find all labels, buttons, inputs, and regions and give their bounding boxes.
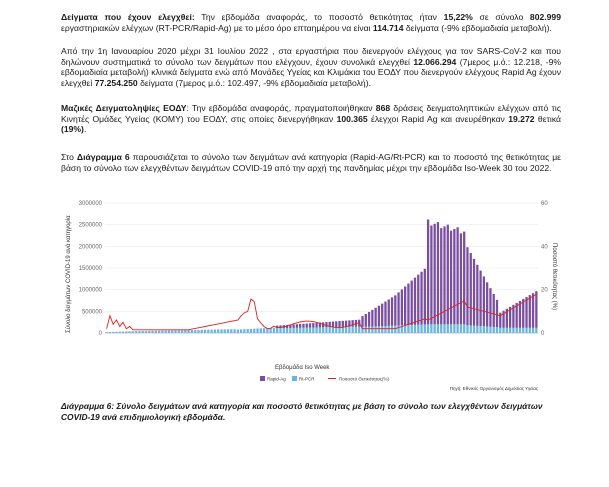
bar-rtpcr bbox=[155, 331, 157, 333]
p2-t1: Από την 1η Ιανουαρίου 2020 μέχρι 31 Ιουλίου 2022 , στα εργαστήρια που διενεργούν ελέγχους για τον SARS-CoV-2 και που δηλώνουν συστηματικά το σύνολο των δειγμάτων που ελέγχουν, έχουν συνολικά ελεγχθεί bbox=[61, 46, 561, 67]
x-axis-label: Εβδομάδα Iso Week bbox=[275, 365, 330, 371]
bar-rtpcr bbox=[178, 330, 180, 333]
bar-rtpcr bbox=[499, 328, 501, 333]
bar-rtpcr bbox=[378, 326, 380, 333]
bar-rtpcr bbox=[509, 328, 511, 333]
bar-rtpcr bbox=[473, 326, 475, 333]
bar-rapid-ag bbox=[529, 295, 531, 328]
bar-rtpcr bbox=[227, 329, 229, 333]
p1-b2: 15,22% bbox=[443, 12, 473, 22]
bar-rtpcr bbox=[181, 330, 183, 333]
bar-rapid-ag bbox=[417, 275, 419, 325]
y-axis bbox=[79, 201, 103, 337]
paragraph-cumulative-tests bbox=[61, 46, 561, 88]
y-tick-label: 0 bbox=[98, 331, 102, 337]
chart-bars bbox=[105, 219, 537, 333]
bar-rapid-ag bbox=[489, 288, 491, 327]
bar-rtpcr bbox=[322, 327, 324, 333]
bar-rapid-ag bbox=[414, 278, 416, 325]
y-tick-label: 500000 bbox=[81, 309, 102, 316]
p4-t2: παρουσιάζεται το σύνολο των δειγμάτων ανά κατηγορία (Rapid-AG/Rt-PCR) και το ποσοστό της θετικότητας με βάση το σύνολο των ελεγχθέντων δειγμάτων COVID-19 από την αρχή της πανδημίας μέχρι την εβδομάδα Iso-Week 30 του 2022. bbox=[61, 152, 561, 173]
bar-rtpcr bbox=[184, 330, 186, 333]
bar-rtpcr bbox=[194, 330, 196, 333]
bar-rtpcr bbox=[135, 331, 137, 333]
bar-rapid-ag bbox=[378, 306, 380, 327]
bar-rapid-ag bbox=[440, 228, 442, 324]
bar-rtpcr bbox=[489, 327, 491, 333]
bar-rapid-ag bbox=[292, 324, 294, 327]
bar-rtpcr bbox=[368, 327, 370, 333]
p3-t1: : Την εβδομάδα αναφοράς, πραγματοποιήθηκαν bbox=[186, 103, 376, 113]
bar-rtpcr bbox=[394, 326, 396, 333]
p3-t4: θετικά bbox=[534, 113, 561, 124]
bar-rapid-ag bbox=[352, 320, 354, 327]
bar-rtpcr bbox=[191, 330, 193, 333]
bar-rapid-ag bbox=[424, 269, 426, 325]
bar-rtpcr bbox=[447, 324, 449, 333]
bar-rapid-ag bbox=[470, 253, 472, 325]
bar-rtpcr bbox=[345, 327, 347, 333]
bar-rtpcr bbox=[519, 328, 521, 333]
bar-rtpcr bbox=[233, 329, 235, 333]
bar-rtpcr bbox=[256, 328, 258, 333]
bar-rtpcr bbox=[476, 326, 478, 333]
y2-tick-label: 40 bbox=[541, 244, 548, 251]
bar-rtpcr bbox=[125, 331, 127, 333]
bar-rapid-ag bbox=[437, 222, 439, 324]
bar-rtpcr bbox=[142, 331, 144, 333]
bar-rtpcr bbox=[496, 327, 498, 333]
bar-rtpcr bbox=[535, 328, 537, 333]
bar-rtpcr bbox=[210, 330, 212, 333]
p4-b1: Διάγραμμα 6 bbox=[76, 152, 130, 162]
bar-rtpcr bbox=[516, 328, 518, 333]
bar-rapid-ag bbox=[391, 297, 393, 325]
bar-rtpcr bbox=[466, 325, 468, 333]
bar-rtpcr bbox=[309, 328, 311, 333]
bar-rapid-ag bbox=[522, 299, 524, 328]
p2-b1: 12.066.294 bbox=[413, 56, 457, 67]
bar-rtpcr bbox=[243, 329, 245, 333]
bar-rtpcr bbox=[463, 324, 465, 333]
bar-rtpcr bbox=[450, 324, 452, 333]
bar-rapid-ag bbox=[397, 292, 399, 325]
bar-rtpcr bbox=[299, 328, 301, 333]
p3-b5: (19%) bbox=[61, 124, 84, 135]
bar-rtpcr bbox=[250, 329, 252, 333]
bar-rapid-ag bbox=[525, 297, 527, 328]
p1-b1: Δείγματα που έχουν ελεγχθεί: bbox=[61, 12, 195, 22]
paragraph-mass-sampling bbox=[61, 103, 561, 135]
bar-rapid-ag bbox=[479, 271, 481, 326]
bar-rtpcr bbox=[470, 325, 472, 333]
bar-rtpcr bbox=[430, 324, 432, 333]
p1-t2: σε σύνολο bbox=[472, 12, 530, 22]
bar-rapid-ag bbox=[394, 295, 396, 325]
bar-rtpcr bbox=[437, 324, 439, 333]
bar-rapid-ag bbox=[401, 289, 403, 325]
bar-rapid-ag bbox=[371, 310, 373, 327]
bar-rtpcr bbox=[289, 328, 291, 333]
y2-tick-label: 60 bbox=[541, 201, 548, 207]
bar-rapid-ag bbox=[430, 226, 432, 325]
bar-rtpcr bbox=[109, 332, 111, 333]
legend-label-pcr: Rt-PCR bbox=[299, 376, 315, 382]
bar-rtpcr bbox=[132, 331, 134, 333]
bar-rtpcr bbox=[348, 327, 350, 333]
bar-rtpcr bbox=[456, 324, 458, 333]
bar-rtpcr bbox=[273, 328, 275, 333]
bar-rapid-ag bbox=[443, 226, 445, 324]
legend-swatch-pcr bbox=[292, 376, 297, 381]
bar-rapid-ag bbox=[532, 293, 534, 328]
bar-rtpcr bbox=[128, 331, 130, 333]
bar-rtpcr bbox=[283, 328, 285, 333]
bar-rtpcr bbox=[217, 329, 219, 333]
paragraph-tests-checked bbox=[61, 12, 561, 33]
bar-rapid-ag bbox=[450, 231, 452, 325]
bar-rtpcr bbox=[342, 327, 344, 333]
legend-label-positivity: Ποσοστό Θετικότητας(%) bbox=[339, 376, 390, 382]
bar-rtpcr bbox=[525, 328, 527, 333]
bar-rtpcr bbox=[171, 330, 173, 333]
bar-rtpcr bbox=[253, 329, 255, 333]
bar-rapid-ag bbox=[427, 219, 429, 324]
bar-rapid-ag bbox=[338, 321, 340, 327]
bar-rtpcr bbox=[424, 324, 426, 333]
y-tick-label: 3000000 bbox=[78, 201, 102, 207]
bar-rtpcr bbox=[260, 328, 262, 333]
p3-t3: έλεγχοι Rapid Ag και ανευρέθηκαν bbox=[367, 113, 509, 124]
bar-rtpcr bbox=[411, 325, 413, 333]
bar-rtpcr bbox=[306, 328, 308, 333]
bar-rtpcr bbox=[440, 324, 442, 333]
p3-b1: Μαζικές Δειγματοληψίες ΕΟΔΥ bbox=[61, 103, 187, 113]
bar-rtpcr bbox=[329, 327, 331, 333]
bar-rtpcr bbox=[263, 328, 265, 333]
bar-rtpcr bbox=[522, 328, 524, 333]
p2-t2: (7μερος μ.ό.: 12.218, -9% εβδομαδιαία μεταβολή) κλινικά δείγματα ενώ από Μονάδες Υγείας και Κλιμάκια του ΕΟΔΥ που διενεργούν ελέγχους Rapid Ag έχουν ελεγχθεί bbox=[61, 56, 561, 88]
bar-rtpcr bbox=[417, 325, 419, 333]
bar-rapid-ag bbox=[456, 227, 458, 324]
bar-rtpcr bbox=[279, 328, 281, 333]
bar-rtpcr bbox=[427, 324, 429, 333]
y-tick-label: 2500000 bbox=[78, 222, 102, 229]
bar-rapid-ag bbox=[345, 321, 347, 327]
bar-rtpcr bbox=[105, 332, 107, 333]
p1-t1: Την εβδομάδα αναφοράς, το ποσοστό θετικότητας ήταν bbox=[194, 12, 444, 22]
bar-rapid-ag bbox=[374, 308, 376, 327]
bar-rtpcr bbox=[483, 326, 485, 333]
bar-rapid-ag bbox=[473, 259, 475, 326]
p3-b4: 19.272 bbox=[508, 113, 535, 124]
bar-rapid-ag bbox=[296, 324, 298, 328]
positivity-line-group bbox=[107, 294, 537, 330]
bar-rtpcr bbox=[420, 325, 422, 333]
bar-rapid-ag bbox=[453, 229, 455, 324]
legend-label-rapid: Rapid-Ag bbox=[267, 376, 286, 382]
bar-rapid-ag bbox=[306, 323, 308, 327]
bar-rtpcr bbox=[371, 327, 373, 333]
bar-rtpcr bbox=[414, 325, 416, 333]
bar-rtpcr bbox=[138, 331, 140, 333]
p2-b2: 77.254.250 bbox=[94, 77, 138, 88]
bar-rapid-ag bbox=[342, 321, 344, 327]
bar-rapid-ag bbox=[476, 265, 478, 326]
legend bbox=[260, 376, 390, 382]
bar-rtpcr bbox=[214, 330, 216, 333]
bar-rtpcr bbox=[207, 330, 209, 333]
bar-rtpcr bbox=[247, 329, 249, 333]
bar-rapid-ag bbox=[434, 224, 436, 325]
bar-rtpcr bbox=[319, 327, 321, 333]
bar-rtpcr bbox=[204, 330, 206, 333]
bar-rtpcr bbox=[453, 324, 455, 333]
bar-rtpcr bbox=[292, 328, 294, 333]
bar-rtpcr bbox=[512, 328, 514, 333]
bar-rtpcr bbox=[161, 331, 163, 333]
bar-rtpcr bbox=[325, 327, 327, 333]
bar-rtpcr bbox=[187, 330, 189, 333]
p3-t2: δράσεις δειγματοληπτικών ελέγχων από τις Κινητές Ομάδες Υγείας (ΚΟΜΥ) του ΕΟΔΥ, στις οποίες διενεργήθηκαν bbox=[61, 103, 561, 124]
bar-rapid-ag bbox=[384, 302, 386, 326]
p3-b3: 100.365 bbox=[336, 113, 368, 124]
bar-rtpcr bbox=[355, 327, 357, 333]
bar-rtpcr bbox=[391, 326, 393, 333]
bar-rtpcr bbox=[384, 326, 386, 333]
p3-b2: 868 bbox=[375, 103, 391, 113]
bar-rtpcr bbox=[312, 328, 314, 333]
bar-rapid-ag bbox=[460, 233, 462, 324]
bar-rtpcr bbox=[358, 327, 360, 333]
bar-rapid-ag bbox=[463, 232, 465, 325]
p1-b4: 114.714 bbox=[372, 22, 404, 33]
bar-rapid-ag bbox=[388, 299, 390, 325]
bar-rtpcr bbox=[460, 324, 462, 333]
y2-tick-label: 0 bbox=[541, 331, 545, 337]
bar-rapid-ag bbox=[486, 282, 488, 326]
bar-rtpcr bbox=[479, 326, 481, 333]
bar-rtpcr bbox=[201, 330, 203, 333]
bar-rtpcr bbox=[115, 332, 117, 333]
bar-rtpcr bbox=[112, 332, 114, 333]
chart-source: Πηγή: Εθνικός Οργανισμός Δημόσιας Υγείας bbox=[449, 386, 538, 391]
bar-rtpcr bbox=[315, 327, 317, 333]
bar-rtpcr bbox=[276, 328, 278, 333]
y-axis-label: Σύνολο δειγμάτων COVID-19 ανά κατηγορία bbox=[66, 215, 72, 333]
bar-rtpcr bbox=[220, 329, 222, 333]
bar-rtpcr bbox=[119, 332, 121, 333]
bar-rtpcr bbox=[374, 326, 376, 333]
bar-rtpcr bbox=[240, 329, 242, 333]
bar-rapid-ag bbox=[535, 291, 537, 328]
bar-rtpcr bbox=[332, 327, 334, 333]
y2-axis bbox=[541, 201, 548, 337]
bar-rapid-ag bbox=[368, 312, 370, 327]
bar-rtpcr bbox=[434, 324, 436, 333]
bar-rtpcr bbox=[174, 330, 176, 333]
bar-rtpcr bbox=[197, 330, 199, 333]
bar-rapid-ag bbox=[466, 247, 468, 325]
bar-rapid-ag bbox=[361, 316, 363, 327]
bar-rapid-ag bbox=[365, 314, 367, 327]
bar-rtpcr bbox=[148, 331, 150, 333]
bar-rtpcr bbox=[493, 327, 495, 333]
bar-rapid-ag bbox=[302, 324, 304, 328]
p2-t3: δείγματα (7μερος μ.ό.: 102.497, -9% εβδομαδιαία μεταβολή). bbox=[137, 77, 371, 88]
bar-rtpcr bbox=[407, 325, 409, 333]
bar-rtpcr bbox=[352, 327, 354, 333]
bar-rtpcr bbox=[397, 326, 399, 333]
bar-rtpcr bbox=[224, 329, 226, 333]
bar-rtpcr bbox=[443, 324, 445, 333]
bar-rtpcr bbox=[486, 327, 488, 334]
bar-rapid-ag bbox=[335, 321, 337, 327]
bar-rtpcr bbox=[529, 328, 531, 333]
bar-rtpcr bbox=[168, 330, 170, 333]
bar-rtpcr bbox=[532, 328, 534, 333]
bar-rapid-ag bbox=[299, 324, 301, 328]
bar-rtpcr bbox=[388, 326, 390, 333]
bar-rtpcr bbox=[502, 328, 504, 333]
bar-rapid-ag bbox=[407, 284, 409, 326]
bar-rtpcr bbox=[165, 331, 167, 333]
bar-rapid-ag bbox=[381, 304, 383, 327]
p4-t1: Στο bbox=[61, 152, 77, 162]
p1-t4: δείγματα (-9% εβδομαδιαία μεταβολή). bbox=[403, 22, 552, 33]
y-tick-label: 2000000 bbox=[78, 244, 102, 251]
bar-rtpcr bbox=[506, 328, 508, 333]
bar-rapid-ag bbox=[315, 323, 317, 328]
y-tick-label: 1500000 bbox=[78, 266, 102, 272]
y2-tick-label: 20 bbox=[541, 287, 548, 294]
bar-rtpcr bbox=[145, 331, 147, 333]
bar-rtpcr bbox=[404, 325, 406, 333]
bar-rapid-ag bbox=[483, 276, 485, 326]
bar-rtpcr bbox=[302, 328, 304, 333]
bar-rapid-ag bbox=[332, 322, 334, 328]
y2-axis-label: Ποσοστό θετικότητας (%) bbox=[551, 243, 557, 311]
legend-swatch-rapid bbox=[260, 376, 265, 381]
bar-rtpcr bbox=[230, 329, 232, 333]
bar-rtpcr bbox=[237, 330, 239, 333]
bar-rapid-ag bbox=[309, 323, 311, 327]
y-tick-label: 1000000 bbox=[78, 287, 102, 294]
paragraph-diagram-intro bbox=[61, 152, 561, 173]
positivity-line bbox=[107, 294, 537, 330]
p1-b3: 802.999 bbox=[529, 12, 561, 22]
bar-rapid-ag bbox=[404, 286, 406, 325]
bar-rapid-ag bbox=[312, 323, 314, 328]
bar-rapid-ag bbox=[411, 281, 413, 325]
bar-rapid-ag bbox=[493, 294, 495, 327]
bar-rapid-ag bbox=[496, 300, 498, 327]
bar-rtpcr bbox=[151, 331, 153, 333]
samples-chart bbox=[60, 193, 560, 403]
bar-rapid-ag bbox=[325, 322, 327, 327]
bar-rtpcr bbox=[365, 327, 367, 333]
figure-caption: Διάγραμμα 6: Σύνολο δειγμάτων ανά κατηγορία και ποσοστό θετικότητας με βάση το σύνολο των ελεγχθέντων δειγμάτων COVID-19 ανά επιδημιολογική εβδομάδα. bbox=[61, 401, 543, 422]
bar-rtpcr bbox=[296, 328, 298, 333]
p3-t5: . bbox=[83, 124, 87, 135]
bar-rtpcr bbox=[286, 328, 288, 333]
bar-rtpcr bbox=[158, 331, 160, 333]
bar-rtpcr bbox=[122, 331, 124, 333]
bar-rtpcr bbox=[381, 326, 383, 333]
p1-t3: εργαστηριακών ελέγχων (RT-PCR/Rapid-Ag) με το μέσο όρο επταημέρου να είναι bbox=[61, 22, 373, 33]
bar-rapid-ag bbox=[420, 272, 422, 325]
